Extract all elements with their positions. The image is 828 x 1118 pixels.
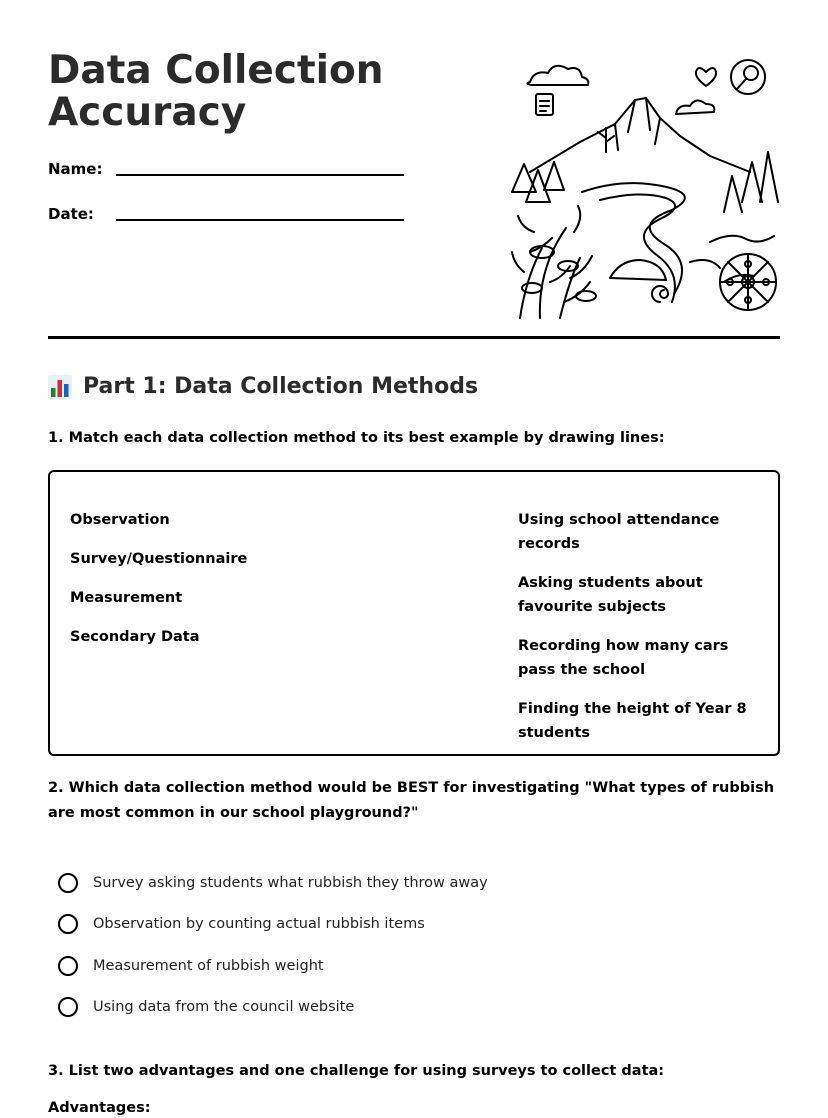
date-field xyxy=(48,205,94,223)
date-label: Date: xyxy=(48,205,94,223)
method-item[interactable]: Observation xyxy=(70,512,170,528)
examples-column xyxy=(518,508,766,760)
method-item[interactable]: Survey/Questionnaire xyxy=(70,551,248,567)
part1-heading xyxy=(48,374,478,399)
example-item[interactable]: Finding the height of Year 8 students xyxy=(518,701,747,741)
example-item[interactable]: Using school attendance records xyxy=(518,512,720,552)
landscape-illustration xyxy=(510,52,782,320)
header-divider xyxy=(48,336,780,339)
q2-option[interactable] xyxy=(58,945,488,987)
radio-button[interactable] xyxy=(58,956,78,976)
methods-column xyxy=(70,508,247,664)
part1-heading-text: Part 1: Data Collection Methods xyxy=(83,374,479,399)
name-input-line[interactable] xyxy=(116,174,404,176)
q2-options xyxy=(58,862,488,1028)
example-item[interactable]: Asking students about favourite subjects xyxy=(518,575,703,615)
option-label: Using data from the council website xyxy=(93,999,355,1016)
name-label: Name: xyxy=(48,160,103,178)
page-title: Data Collection Accuracy xyxy=(48,48,384,135)
option-label: Measurement of rubbish weight xyxy=(93,957,324,974)
radio-button[interactable] xyxy=(58,873,78,893)
radio-button[interactable] xyxy=(58,997,78,1017)
option-label: Observation by counting actual rubbish items xyxy=(93,916,425,933)
method-item[interactable]: Secondary Data xyxy=(70,629,200,645)
question-1: 1. Match each data collection method to its best example by drawing lines: xyxy=(48,430,665,446)
option-label: Survey asking students what rubbish they throw away xyxy=(93,874,488,891)
q2-option[interactable] xyxy=(58,904,488,946)
question-3: 3. List two advantages and one challenge for using surveys to collect data: xyxy=(48,1063,665,1079)
example-item[interactable]: Recording how many cars pass the school xyxy=(518,638,729,678)
q2-option[interactable] xyxy=(58,862,488,904)
bar-chart-icon xyxy=(48,375,72,399)
q2-option[interactable] xyxy=(58,987,488,1029)
matching-box xyxy=(48,470,780,756)
radio-button[interactable] xyxy=(58,914,78,934)
worksheet-page xyxy=(48,0,780,1116)
date-input-line[interactable] xyxy=(116,219,404,221)
question-2: 2. Which data collection method would be BEST for investigating "What types of rubbish are most common in our school playground?" xyxy=(48,780,775,821)
name-field xyxy=(48,160,102,178)
worksheet-header xyxy=(48,0,780,338)
method-item[interactable]: Measurement xyxy=(70,590,183,606)
advantages-label: Advantages: xyxy=(48,1100,151,1116)
